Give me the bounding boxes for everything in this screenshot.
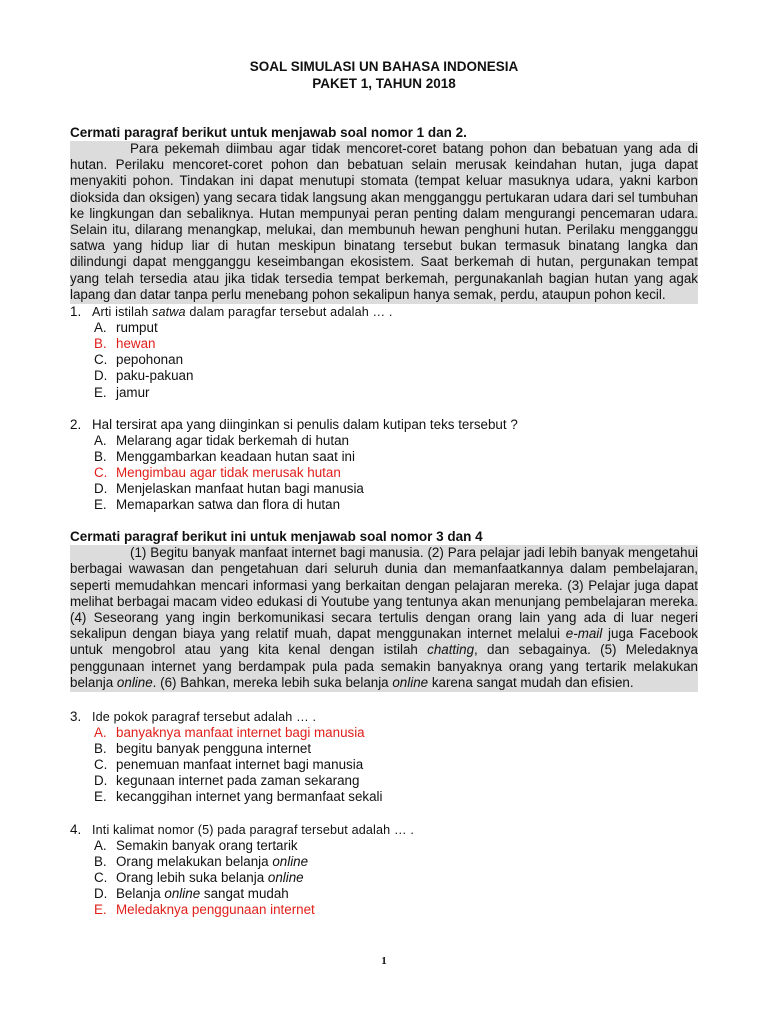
page-number: 1: [381, 955, 387, 967]
question-2-options: [70, 433, 698, 513]
option-a: A. rumput: [94, 320, 158, 336]
option-d: D. paku-pakuan: [94, 368, 194, 384]
question-1: [70, 304, 698, 320]
option-c: C. pepohonan: [94, 352, 184, 368]
title-line-2: PAKET 1, TAHUN 2018: [312, 76, 456, 91]
option-e-correct: E. Meledaknya penggunaan internet: [94, 902, 315, 918]
question-1-options: [70, 320, 698, 400]
option-d: D. kegunaan internet pada zaman sekarang: [94, 773, 360, 789]
option-b-correct: B. hewan: [94, 336, 156, 352]
option-a: A. Semakin banyak orang tertarik: [94, 837, 298, 853]
option-e: E. jamur: [94, 384, 150, 400]
section-1-heading: Cermati paragraf berikut untuk menjawab soal nomor 1 dan 2.: [70, 125, 467, 140]
option-c-correct: C. Mengimbau agar tidak merusak hutan: [94, 464, 341, 480]
question-stem: Hal tersirat apa yang diinginkan si penulis dalam kutipan teks tersebut ?: [92, 416, 518, 432]
question-2: [70, 417, 698, 433]
title-line-1: SOAL SIMULASI UN BAHASA INDONESIA: [249, 59, 519, 74]
option-c: C. penemuan manfaat internet bagi manusia: [94, 757, 364, 773]
section-1-paragraph: Para pekemah diimbau agar tidak mencoret-coret batang pohon dan bebatuan yang ada di hutan. Perilaku mencoret-coret pohon dan bebatuan selain merusak keindahan hutan, juga dapat menyakiti pohon. Tindakan ini dapat menutupi stomata (tempat keluar masuknya udara, yakni karbon dioksida dan oksigen) yang secara tidak langsung akan mengganggu pertukaran udara dari sel tumbuhan ke lingkungan dan sebaliknya. Hutan mempunyai peran penting dalam mengurangi pencemaran udara. Selain itu, dilarang menangkap, melukai, dan membunuh hewan penghuni hutan. Perilaku mengganggu satwa yang hidup liar di hutan meskipun binatang tersebut bukan termasuk binatang langka dan dilindungi dapat mengganggu keseimbangan ekosistem. Saat berkemah di hutan, pergunakan tempat yang telah tersedia atau jika tidak tersedia tempat berkemah, pergunakanlah bagian hutan yang agak lapang dan datar tanpa perlu menebang pohon sekalipun hanya semak, perdu, ataupun pohon kecil.: [70, 141, 698, 304]
option-c: C. Orang lebih suka belanja online: [94, 869, 304, 885]
question-4: [70, 822, 698, 838]
section-2-heading: Cermati paragraf berikut ini untuk menjawab soal nomor 3 dan 4: [70, 529, 483, 545]
question-4-options: [70, 838, 698, 918]
question-stem: Ide pokok paragraf tersebut adalah … .: [92, 709, 317, 724]
document-title: [70, 58, 698, 92]
question-stem: Arti istilah satwa dalam paragfar tersebut adalah … .: [92, 305, 393, 320]
document-page: [70, 58, 698, 918]
option-b: B. Orang melakukan belanja online: [94, 853, 309, 869]
question-stem: Inti kalimat nomor (5) pada paragraf tersebut adalah … .: [92, 822, 415, 837]
option-a-correct: A. banyaknya manfaat internet bagi manusia: [94, 725, 365, 741]
option-d: D. Belanja online sangat mudah: [94, 885, 289, 901]
option-b: B. begitu banyak pengguna internet: [94, 741, 312, 757]
option-a: A. Melarang agar tidak berkemah di hutan: [94, 432, 349, 448]
question-number: 2.: [70, 416, 82, 432]
question-number: 3.: [70, 708, 82, 724]
section-2-paragraph: (1) Begitu banyak manfaat internet bagi manusia. (2) Para pelajar jadi lebih banyak mengetahui berbagai wawasan dan pengetahuan dari seluruh dunia dan memanfaatkannya dalam pembelajaran, seperti memudahkan mencari informasi yang berkaitan dengan pelajaran mereka. (3) Pelajar juga dapat melihat berbagai macam video edukasi di Youtube yang tentunya akan menunjang pembelajaran mereka. (4) Seseorang yang ingin berkomunikasi secara tertulis dengan orang lain yang ada di luar negeri sekalipun dengan biaya yang relatif muah, dapat menggunakan internet melalui e-mail juga Facebook untuk mengobrol atau yang kita kenal dengan istilah chatting, dan sebagainya. (5) Meledaknya penggunaan internet yang berdampak pula pada semakin banyaknya orang yang tertarik melakukan belanja online. (6) Bahkan, mereka lebih suka belanja online karena sangat mudah dan efisien.: [70, 545, 698, 692]
option-e: E. kecanggihan internet yang bermanfaat sekali: [94, 789, 383, 805]
option-d: D. Menjelaskan manfaat hutan bagi manusia: [94, 480, 364, 496]
question-number: 4.: [70, 821, 82, 837]
option-b: B. Menggambarkan keadaan hutan saat ini: [94, 448, 355, 464]
option-e: E. Memaparkan satwa dan flora di hutan: [94, 497, 341, 513]
question-number: 1.: [70, 304, 82, 320]
question-3-options: [70, 725, 698, 805]
question-3: [70, 709, 698, 725]
